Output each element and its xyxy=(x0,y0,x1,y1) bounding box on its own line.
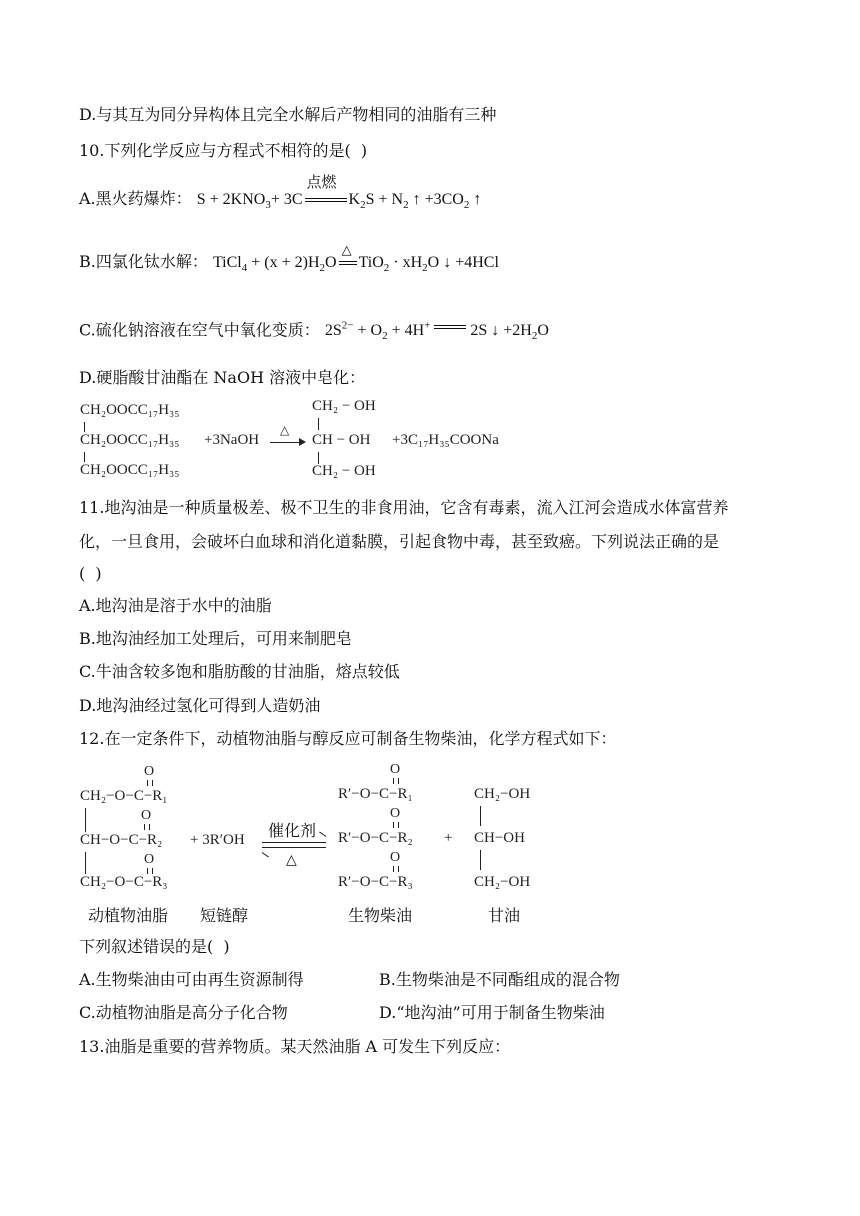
q10-a-rhs1: K xyxy=(348,191,361,208)
caption-fat: 动植物油脂 xyxy=(88,906,169,925)
q10-b-rhs2: · xH xyxy=(389,254,423,271)
ester-row-1: CH₂OOCC₁₇H₃₅ xyxy=(80,402,180,418)
carbonyl-o-3: O xyxy=(144,852,155,867)
fat-row-3: CH₂−O−C−R₃ xyxy=(80,874,168,890)
q10-a-rhs3: ↑ +3CO xyxy=(412,191,464,208)
q10-option-d: D.硬脂酸甘油酯在 NaOH 溶液中皂化： xyxy=(79,368,366,387)
q10-c-arrow xyxy=(430,316,470,336)
diesel-row-3: R′−O−C−R₃ xyxy=(338,874,413,890)
heat-condition: △ xyxy=(280,423,290,437)
q10-a-lhs2: + 3C xyxy=(270,191,303,208)
q10-c-charge2: + xyxy=(424,320,431,332)
q10-b-equation: TiCl$_4$ + $(x + 2)H_2O$ △ $TiO_2 \cdot xH_2O$ ↓ +4HCl xyxy=(212,242,499,275)
q10-c-lhs: 2S xyxy=(324,322,342,340)
fat-row-1: CH₂−O−C−R₁ xyxy=(80,788,168,804)
q10-b-arrow xyxy=(337,242,359,272)
q10-b-rhs3: O ↓ +4HCl xyxy=(427,254,499,271)
q10-a-rhs2: S + N xyxy=(365,191,404,208)
fat-row-2: CH−O−C−R₂ xyxy=(80,832,163,848)
catalyst-label: 催化剂 xyxy=(268,821,317,840)
q10-c-charge1: 2− xyxy=(341,320,354,332)
diesel-row-1: R′−O−C−R₁ xyxy=(338,786,413,802)
q10-a-arrow xyxy=(303,175,349,209)
q10-option-c xyxy=(79,316,549,347)
q10-b-label: B.四氯化钛水解： xyxy=(79,252,208,271)
q10-b-lhs3: O xyxy=(325,254,337,271)
q10-option-a xyxy=(79,175,482,215)
naoh-reagent: +3NaOH xyxy=(204,432,260,448)
q10-option-b xyxy=(79,242,499,278)
q12-option-c: C.动植物油脂是高分子化合物 xyxy=(79,1003,288,1022)
q11-stem-line3: ( ) xyxy=(79,564,102,583)
q10-a-rhs4: ↑ xyxy=(473,191,482,208)
q11-option-b: B.地沟油经加工处理后，可用来制肥皂 xyxy=(79,629,352,648)
q10-b-condition: △ xyxy=(341,242,352,257)
q11-stem-line1: 11.地沟油是一种质量极差、极不卫生的非食用油，它含有毒素，流入江河会造成水体富营养 xyxy=(79,498,729,517)
glycerol-row-1: CH₂ − OH xyxy=(312,398,376,414)
heat-label: △ xyxy=(286,852,297,868)
caption-diesel: 生物柴油 xyxy=(348,906,413,925)
caption-alcohol: 短链醇 xyxy=(200,906,249,925)
q10-c-label: C.硫化钠溶液在空气中氧化变质： xyxy=(79,320,320,340)
q10-c-lhs3: + 4H xyxy=(387,322,425,340)
q10-b-rhs1: TiO xyxy=(358,254,384,271)
q10-a-label: A.黑火药爆炸： xyxy=(79,189,192,208)
diesel-row-2: R′−O−C−R₂ xyxy=(338,830,413,846)
carbonyl-o-1: O xyxy=(144,764,155,779)
q12-stem: 12.在一定条件下，动植物油脂与醇反应可制备生物柴油，化学方程式如下： xyxy=(79,729,617,748)
q10-b-lhs: TiCl xyxy=(212,254,242,271)
q12-option-b: B.生物柴油是不同酯组成的混合物 xyxy=(379,970,620,989)
glycerol-row-2: CH − OH xyxy=(312,432,371,448)
q13-stem: 13.油脂是重要的营养物质。某天然油脂 A 可发生下列反应： xyxy=(79,1037,511,1056)
q12-option-a: A.生物柴油由可由再生资源制得 xyxy=(79,970,304,989)
glycerol-row-3: CH₂ − OH xyxy=(312,463,376,479)
alcohol-reagent: + 3R′OH xyxy=(190,832,245,848)
q10-c-rhs: 2S ↓ +2H xyxy=(470,322,532,340)
glycerol-12-row-2: CH−OH xyxy=(474,830,525,846)
q10-c-rhs2: O xyxy=(537,322,549,340)
q11-option-c: C.牛油含较多饱和脂肪酸的甘油脂，熔点较低 xyxy=(79,662,400,681)
diesel-carbonyl-o-3: O xyxy=(390,850,401,865)
q11-option-a: A.地沟油是溶于水中的油脂 xyxy=(79,596,272,615)
glycerol-12-row-3: CH₂−OH xyxy=(474,874,531,890)
q10-b-lhs2: + (x + 2)H xyxy=(247,254,320,271)
q11-stem-line2: 化，一旦食用，会破坏白血球和消化道黏膜，引起食物中毒，甚至致癌。下列说法正确的是 xyxy=(79,532,720,551)
carbonyl-o-2: O xyxy=(141,808,152,823)
q12-option-d: D.“地沟油”可用于制备生物柴油 xyxy=(379,1003,605,1022)
diesel-carbonyl-o-1: O xyxy=(390,762,401,777)
q9-option-d: D.与其互为同分异构体且完全水解后产物相同的油脂有三种 xyxy=(79,105,497,124)
q10-c-lhs2: + O xyxy=(353,322,383,340)
plus-sign: + xyxy=(444,830,453,846)
glycerol-12-row-1: CH₂−OH xyxy=(474,786,531,802)
ester-row-2: CH₂OOCC₁₇H₃₅ xyxy=(80,432,180,448)
q10-stem: 10.下列化学反应与方程式不相符的是( ) xyxy=(79,141,368,160)
q10-a-condition: 点燃 xyxy=(306,175,337,191)
diesel-carbonyl-o-2: O xyxy=(390,806,401,821)
q10-a-equation: $S + 2KNO_3+ 3C$ 点燃 $K_2S + N_2$ ↑ $+3CO_2$ ↑ xyxy=(196,175,482,212)
soap-product: +3C₁₇H₃₅COONa xyxy=(392,432,499,448)
caption-glycerol: 甘油 xyxy=(488,906,521,925)
q10-a-lhs: S + 2KNO xyxy=(196,191,266,208)
ester-row-3: CH₂OOCC₁₇H₃₅ xyxy=(80,462,180,478)
q11-option-d: D.地沟油经过氢化可得到人造奶油 xyxy=(79,696,321,715)
q10-c-equation: $2S^{2-} + O_2 + 4H^+$ 2S ↓ $+2H_2O$ xyxy=(325,322,549,339)
q12-question: 下列叙述错误的是( ) xyxy=(79,937,230,956)
